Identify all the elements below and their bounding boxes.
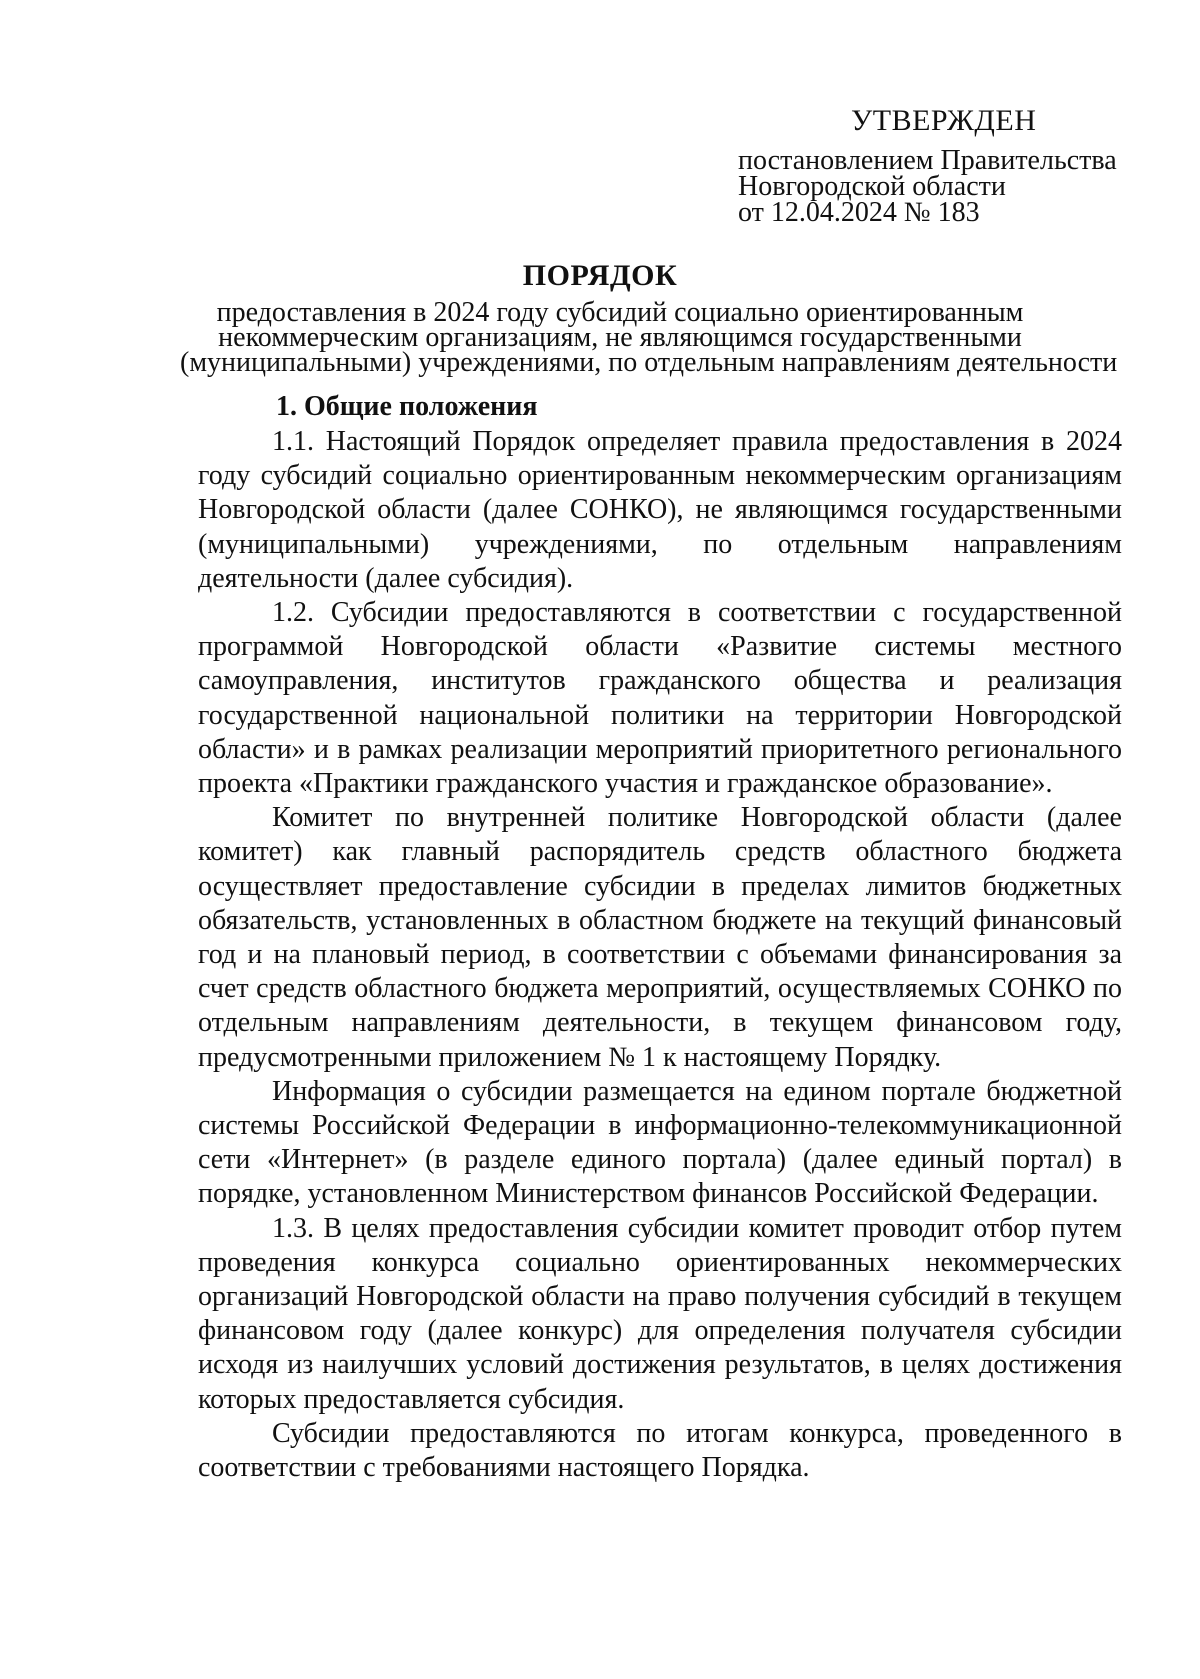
paragraph-1-2: 1.2. Субсидии предоставляются в соответствии с государственной программой Новгородской области «Развитие системы местного самоуправления, институтов гражданского общества и реализация государственной национальной политики на территории Новгородской области» и в рамках реализации мероприятий приоритетного регионального проекта «Практики гражданского участия и гражданское образование».	[198, 597, 1122, 800]
paragraph-1-1: 1.1. Настоящий Порядок определяет правила предоставления в 2024 году субсидий социально ориентированным некоммерческим организациям Новгородской области (далее СОНКО), не являющимся государственными (муниципальными) учреждениями, по отдельным направлениям деятельности (далее субсидия).	[198, 426, 1122, 594]
subtitle-line: некоммерческим организациям, не являющимся государственными	[218, 322, 1022, 353]
document-title: ПОРЯДОК	[522, 259, 678, 292]
subtitle-line: предоставления в 2024 году субсидий социально ориентированным	[216, 297, 1024, 328]
subtitle-line: (муниципальными) учреждениями, по отдельным направлениям деятельности	[180, 347, 1118, 378]
approval-line-resolution: постановлением Правительства	[738, 145, 1117, 176]
paragraph-info-portal: Информация о субсидии размещается на едином портале бюджетной системы Российской Федерации в информационно-телекоммуникационной сети «Интернет» (в разделе единого портала) (далее единый портал) в порядке, установленном Министерством финансов Российской Федерации.	[198, 1075, 1122, 1210]
document-subtitle	[180, 297, 1118, 378]
paragraph-committee: Комитет по внутренней политике Новгородской области (далее комитет) как главный распорядитель средств областного бюджета осуществляет предоставление субсидии в пределах лимитов бюджетных обязательств, установленных в областном бюджете на текущий финансовый год и на плановый период, в соответствии с объемами финансирования за счет средств областного бюджета мероприятий, осуществляемых СОНКО по отдельным направлениям деятельности, в текущем финансовом году, предусмотренными приложением № 1 к настоящему Порядку.	[198, 802, 1122, 1073]
approval-line-region: Новгородской области	[738, 171, 1006, 202]
section-heading: 1. Общие положения	[276, 391, 538, 422]
approval-details	[738, 145, 1117, 228]
document-body	[198, 390, 1122, 1485]
approval-line-date-number: от 12.04.2024 № 183	[738, 197, 980, 228]
paragraph-1-3: 1.3. В целях предоставления субсидии комитет проводит отбор путем проведения конкурса социально ориентированных некоммерческих организаций Новгородской области на право получения субсидий в текущем финансовом году (далее конкурс) для определения получателя субсидии исходя из наилучших условий достижения результатов, в целях достижения которых предоставляется субсидия.	[198, 1212, 1122, 1415]
paragraph-results: Субсидии предоставляются по итогам конкурса, проведенного в соответствии с требованиями настоящего Порядка.	[198, 1417, 1122, 1484]
approval-title: УТВЕРЖДЕН	[851, 104, 1037, 137]
